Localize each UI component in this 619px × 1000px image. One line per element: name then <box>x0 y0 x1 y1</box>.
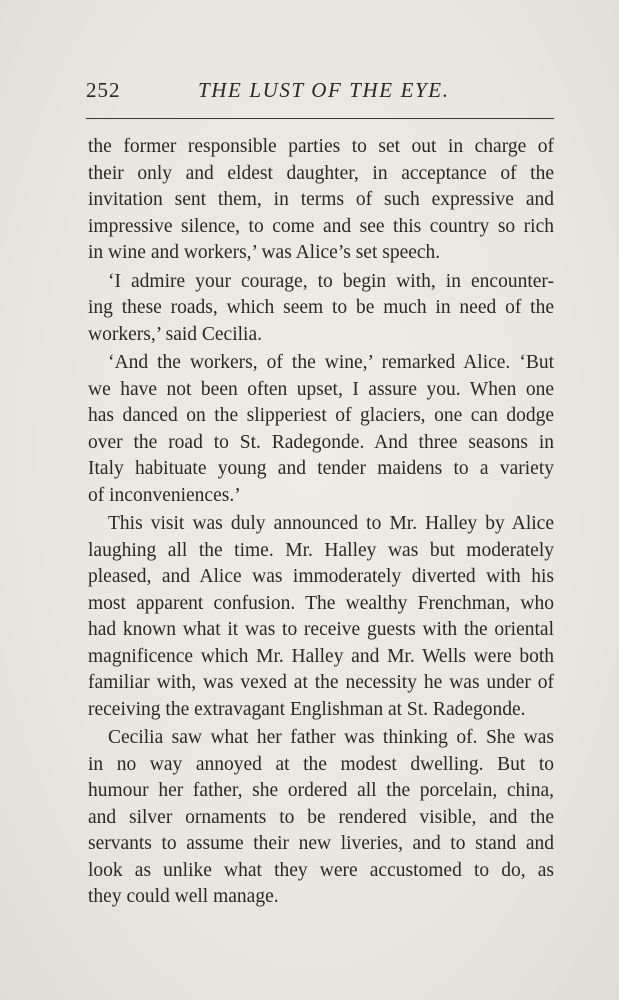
text-line: magnificence which Mr. Halley and Mr. Wells were both <box>88 645 554 667</box>
paragraph <box>88 350 554 509</box>
text-line: we have not been often upset, I assure you. When one <box>88 378 554 400</box>
text-line: pleased, and Alice was immoderately diverted with his <box>88 566 554 587</box>
text-line: Italy habituate young and tender maidens to a variety <box>88 458 554 479</box>
text-line: receiving the extravagant Englishman at St. Radegonde. <box>88 698 526 720</box>
paragraph <box>88 511 554 723</box>
text-line: most apparent confusion. The wealthy Frenchman, who <box>88 592 554 614</box>
text-line: had known what it was to receive guests with the oriental <box>88 619 554 640</box>
text-line: servants to assume their new liveries, and to stand and <box>88 833 554 854</box>
text-line: in wine and workers,’ was Alice’s set speech. <box>88 242 441 263</box>
text-line: workers,’ said Cecilia. <box>88 323 262 345</box>
text-line: Cecilia saw what her father was thinking of. She was <box>108 727 554 748</box>
text-line: of inconveniences.’ <box>88 484 241 506</box>
paragraph <box>88 134 554 267</box>
text-line: impressive silence, to come and see this country so rich <box>88 215 554 237</box>
paragraph <box>88 269 554 349</box>
text-line: ‘And the workers, of the wine,’ remarked Alice. ‘But <box>108 352 554 373</box>
text-line: and silver ornaments to be rendered visible, and the <box>88 806 554 828</box>
text-line: invitation sent them, in terms of such expressive and <box>88 189 554 210</box>
text-line: they could well manage. <box>88 886 279 907</box>
text-line: humour her father, she ordered all the porcelain, china, <box>88 780 554 801</box>
running-title: THE LUST OF THE EYE. <box>198 78 450 102</box>
text-line: over the road to St. Radegonde. And three seasons in <box>88 431 554 453</box>
text-line: has danced on the slipperiest of glaciers, one can dodge <box>88 405 554 426</box>
text-line: familiar with, was vexed at the necessity he was under of <box>88 672 554 693</box>
text-line: their only and eldest daughter, in acceptance of the <box>88 162 554 184</box>
text-line: This visit was duly announced to Mr. Halley by Alice <box>108 513 554 534</box>
body-text <box>88 134 554 911</box>
text-line: the former responsible parties to set out in charge of <box>88 136 554 157</box>
text-line: laughing all the time. Mr. Halley was but moderately <box>88 539 554 561</box>
page-number: 252 <box>86 78 121 102</box>
paragraph <box>88 725 554 911</box>
text-line: ing these roads, which seem to be much in need of the <box>88 297 554 318</box>
header-rule <box>86 118 554 119</box>
text-line: in no way annoyed at the modest dwelling. But to <box>88 753 554 775</box>
text-line: look as unlike what they were accustomed to do, as <box>88 859 554 881</box>
text-line: ‘I admire your courage, to begin with, in encounter- <box>108 270 554 292</box>
running-head <box>86 78 556 108</box>
